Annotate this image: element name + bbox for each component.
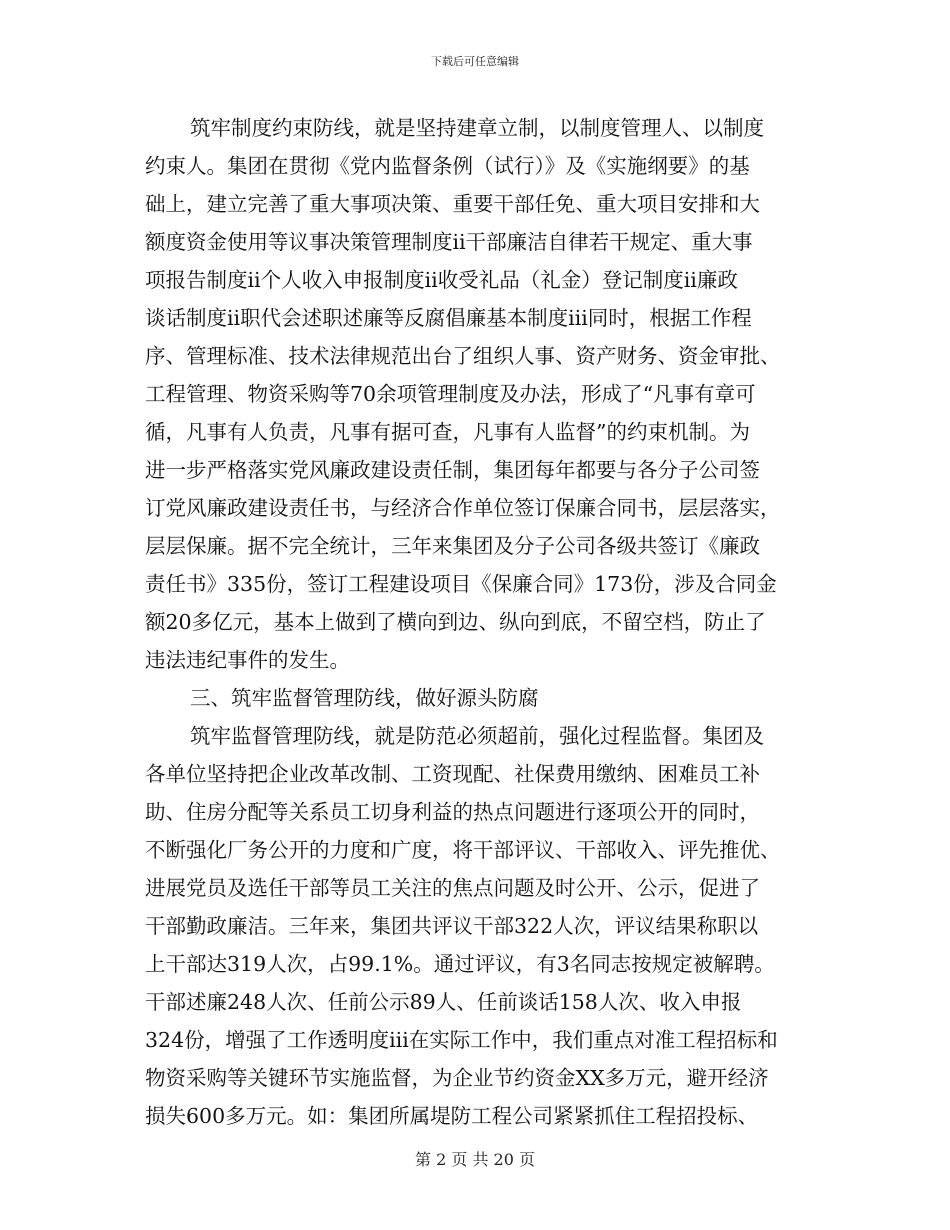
paragraph-line: 上干部达319人次，占99.1%。通过评议，有3名同志按规定被解聘。 [145, 952, 775, 976]
paragraph-line: 序、管理标准、技术法律规范出台了组织人事、资产财务、资金审批、 [145, 344, 781, 368]
paragraph-line: 筑牢制度约束防线，就是坚持建章立制，以制度管理人、以制度 [190, 116, 764, 140]
paragraph-line: 约束人。集团在贯彻《党内监督条例（试行）》及《实施纲要》的基 [145, 154, 750, 178]
paragraph-line: 干部述廉248人次、任前公示89人、任前谈话158人次、收入申报 [145, 990, 742, 1014]
paragraph-line: 额20多亿元，基本上做到了横向到边、纵向到底，不留空档，防止了 [145, 610, 766, 634]
section-heading: 三、筑牢监督管理防线，做好源头防腐 [190, 686, 539, 710]
paragraph-line: 额度资金使用等议事决策管理制度ⅱ干部廉洁自律若干规定、重大事 [145, 230, 753, 254]
paragraph-line: 进展党员及选任干部等员工关注的焦点问题及时公开、公示，促进了 [145, 876, 760, 900]
paragraph-line: 不断强化厂务公开的力度和广度，将干部评议、干部收入、评先推优、 [145, 838, 781, 862]
paragraph-line: 订党风廉政建设责任书，与经济合作单位签订保廉合同书，层层落实， [145, 496, 781, 520]
paragraph-line: 循，凡事有人负责，凡事有据可查，凡事有人监督”的约束机制。为 [145, 420, 750, 444]
paragraph-line: 324份，增强了工作透明度ⅲ在实际工作中，我们重点对准工程招标和 [145, 1028, 778, 1052]
page-footer: 第 2 页 共 20 页 [415, 1150, 535, 1169]
body-text [145, 109, 815, 1135]
paragraph-line: 各单位坚持把企业改革改制、工资现配、社保费用缴纳、困难员工补 [145, 762, 760, 786]
paragraph-line: 违法违纪事件的发生。 [145, 648, 350, 672]
paragraph-line: 工程管理、物资采购等70余项管理制度及办法，形成了“凡事有章可 [145, 382, 756, 406]
paragraph-line: 责任书》335份，签订工程建设项目《保廉合同》173份，涉及合同金 [145, 572, 777, 596]
paragraph-line: 谈话制度ⅱ职代会述职述廉等反腐倡廉基本制度ⅲ同时，根据工作程 [145, 306, 752, 330]
paragraph-line: 进一步严格落实党风廉政建设责任制，集团每年都要与各分子公司签 [145, 458, 760, 482]
paragraph-line: 物资采购等关键环节实施监督，为企业节约资金XX多万元，避开经济 [145, 1066, 769, 1090]
paragraph-line: 损失600多万元。如：集团所属堤防工程公司紧紧抓住工程招投标、 [145, 1104, 759, 1128]
paragraph-line: 础上，建立完善了重大事项决策、重要干部任免、重大项目安排和大 [145, 192, 760, 216]
paragraph-line: 层层保廉。据不完全统计，三年来集团及分子公司各级共签订《廉政 [145, 534, 760, 558]
paragraph-line: 助、住房分配等关系员工切身利益的热点问题进行逐项公开的同时， [145, 800, 760, 824]
paragraph-line: 干部勤政廉洁。三年来，集团共评议干部322人次，评议结果称职以 [145, 914, 759, 938]
page-header: 下载后可任意编辑 [431, 55, 519, 68]
paragraph-line: 项报告制度ⅱ个人收入申报制度ⅱ收受礼品（礼金）登记制度ⅱ廉政 [145, 268, 738, 292]
paragraph-line: 筑牢监督管理防线，就是防范必须超前，强化过程监督。集团及 [190, 724, 764, 748]
